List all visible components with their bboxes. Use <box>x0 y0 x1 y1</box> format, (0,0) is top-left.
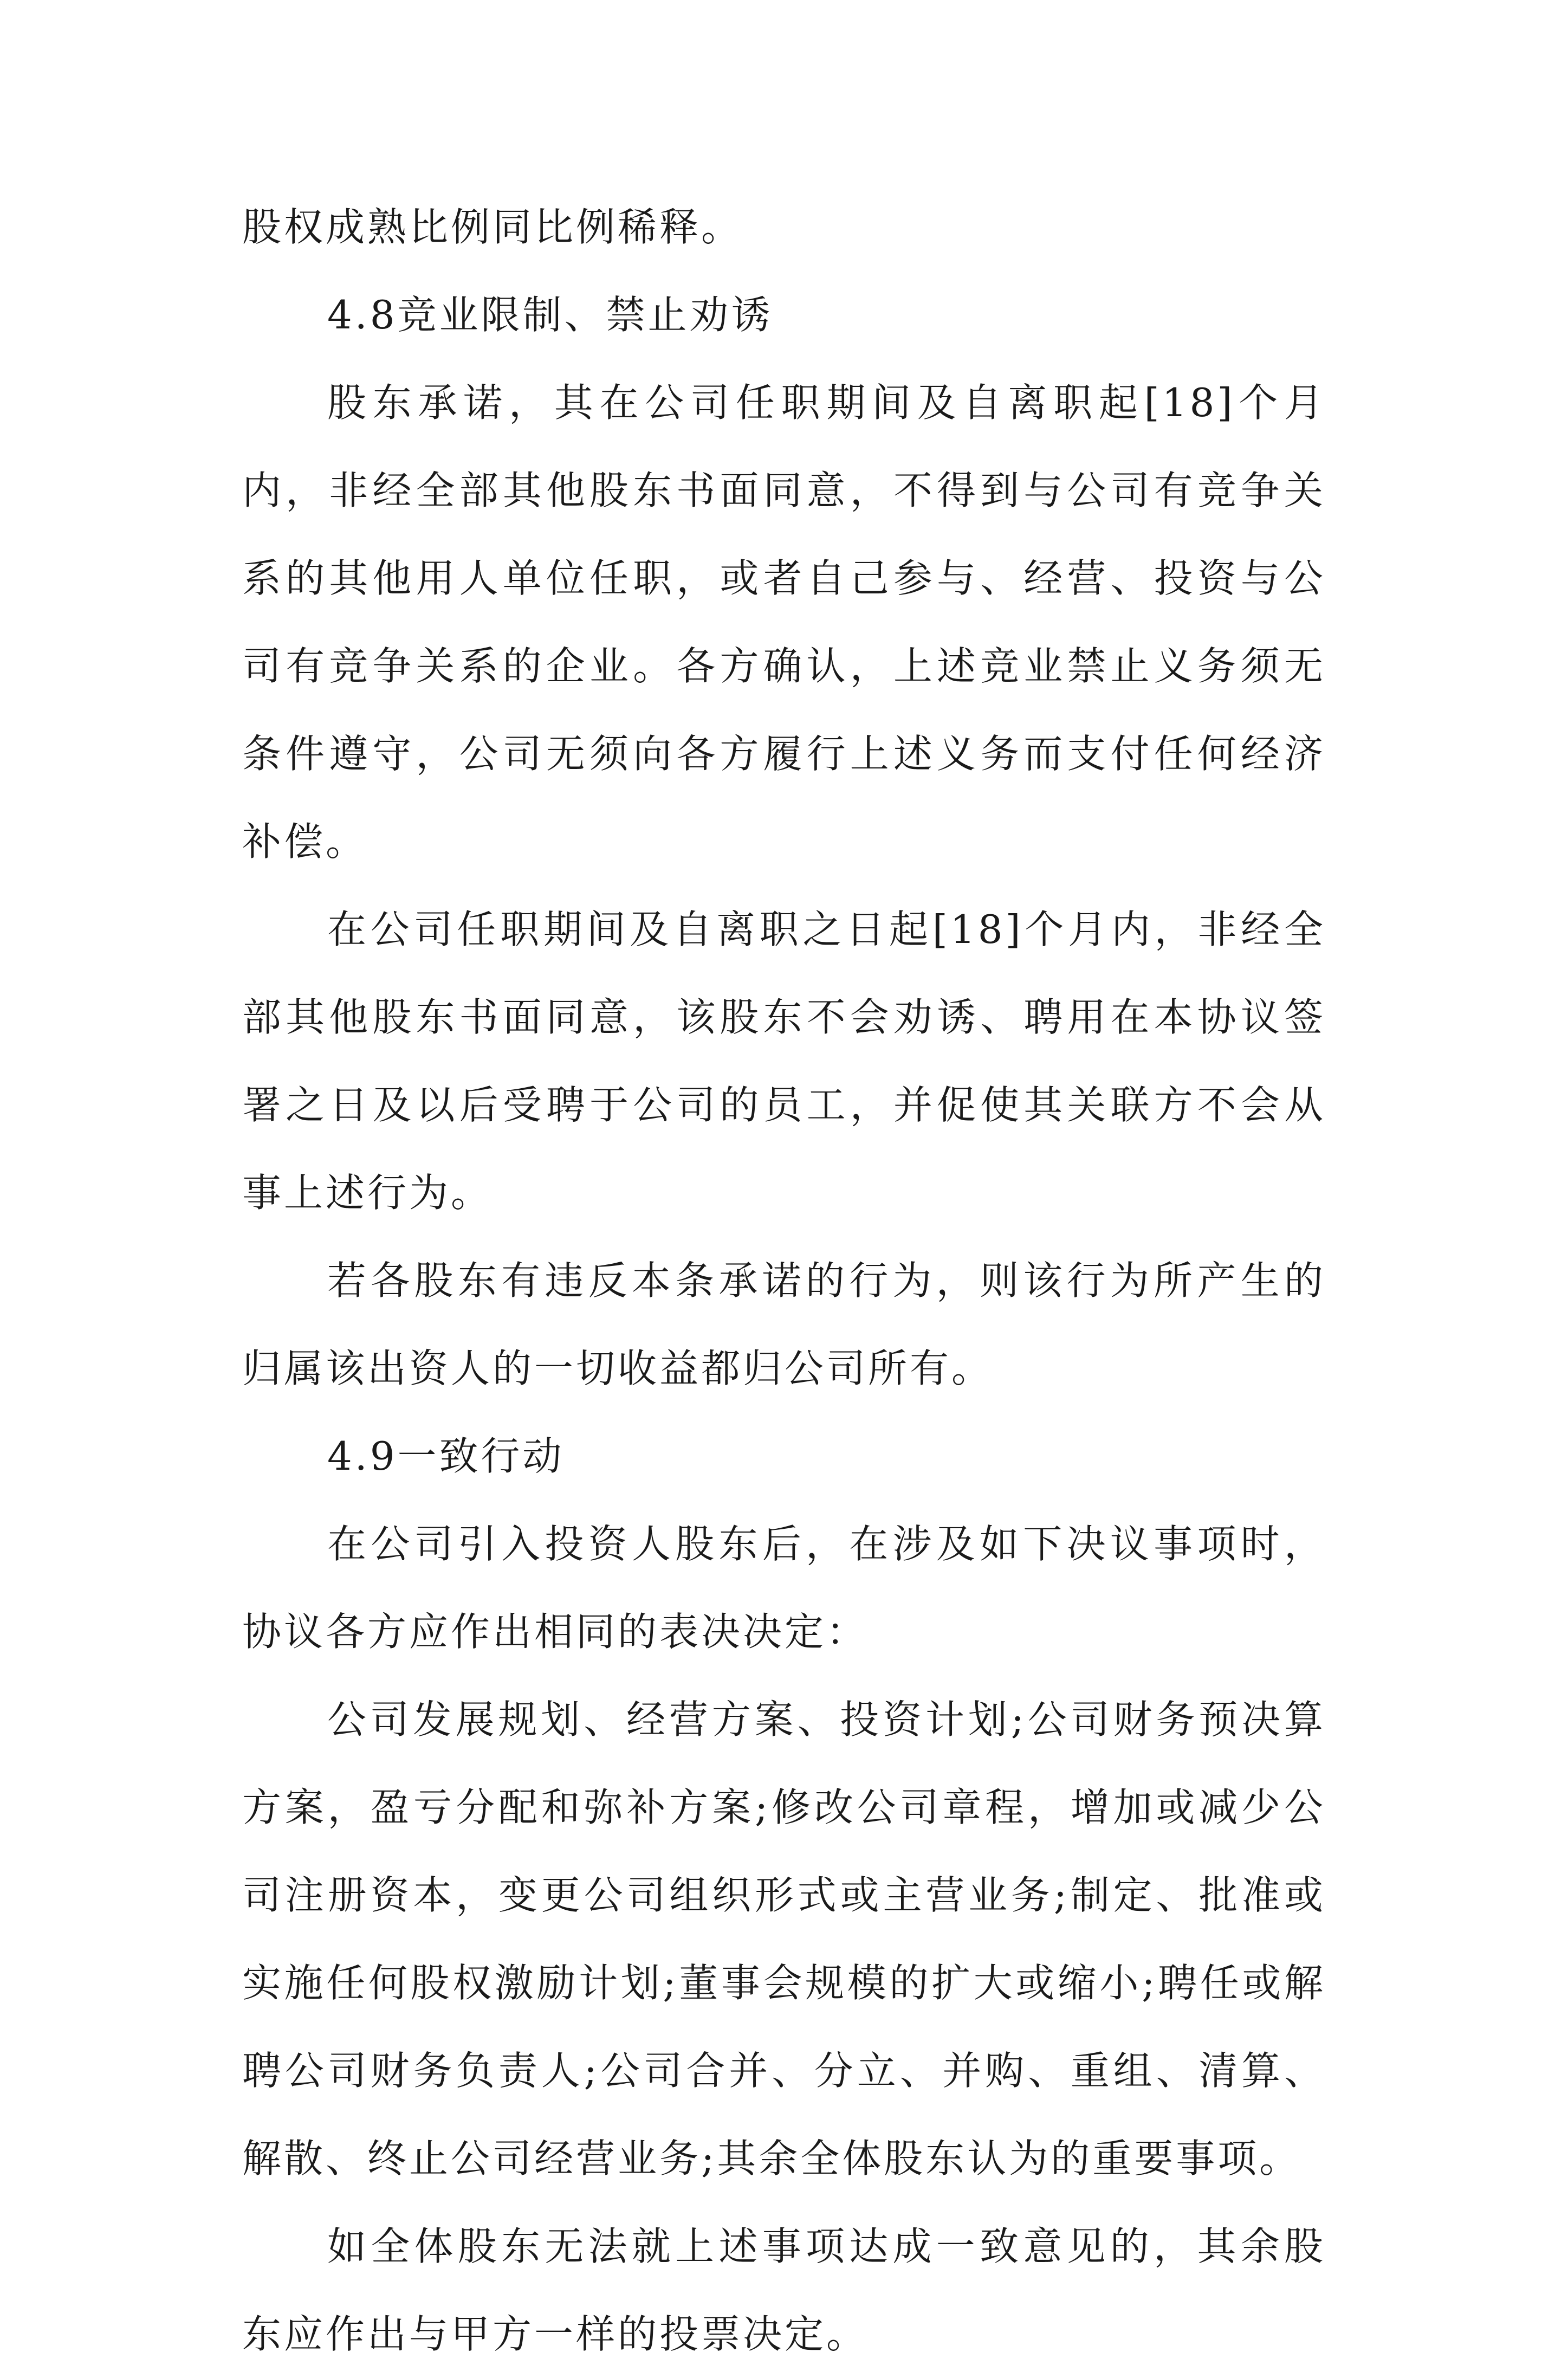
paragraph-resolution-matters: 公司发展规划、经营方案、投资计划;公司财务预决算方案，盈亏分配和弥补方案;修改公司章程，增加或减少公司注册资本，变更公司组织形式或主营业务;制定、批准或实施任何股权激励计划;董事会规模的扩大或缩小;聘任或解聘公司财务负责人;公司合并、分立、并购、重组、清算、解散、终止公司经营业务;其余全体股东认为的重要事项。 <box>242 1697 1326 2181</box>
document-body <box>242 183 1326 2378</box>
paragraph-concerted-action-intro: 在公司引入投资人股东后，在涉及如下决议事项时，协议各方应作出相同的表决决定： <box>242 1521 1326 1655</box>
paragraph-non-solicit: 在公司任职期间及自离职之日起[18]个月内，非经全部其他股东书面同意，该股东不会劝诱、聘用在本协议签署之日及以后受聘于公司的员工，并促使其关联方不会从事上述行为。 <box>242 907 1326 1216</box>
section-heading-4-9: 4.9一致行动 <box>327 1433 565 1479</box>
paragraph-continuation: 股权成熟比例同比例稀释。 <box>242 204 743 250</box>
paragraph-voting-fallback: 如全体股东无法就上述事项达成一致意见的，其余股东应作出与甲方一样的投票决定。 <box>242 2224 1326 2357</box>
paragraph-non-compete: 股东承诺，其在公司任职期间及自离职起[18]个月内，非经全部其他股东书面同意，不得到与公司有竞争关系的其他用人单位任职，或者自己参与、经营、投资与公司有竞争关系的企业。各方确认，上述竞业禁止义务须无条件遵守，公司无须向各方履行上述义务而支付任何经济补偿。 <box>242 380 1326 864</box>
paragraph-breach-earnings: 若各股东有违反本条承诺的行为，则该行为所产生的归属该出资人的一切收益都归公司所有。 <box>242 1258 1326 1391</box>
section-heading-4-8: 4.8竞业限制、禁止劝诱 <box>327 292 773 338</box>
